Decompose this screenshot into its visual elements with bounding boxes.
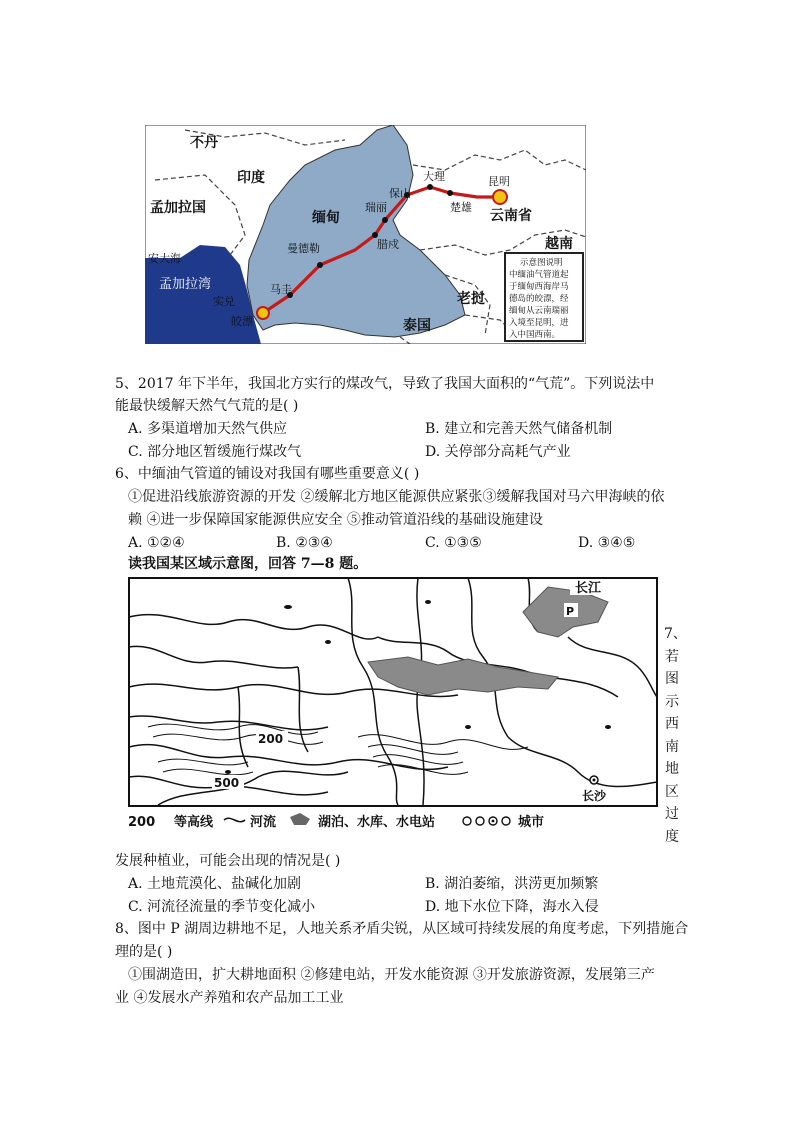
pipeline-map [145, 125, 586, 344]
label-ruili: 瑞丽 [365, 201, 387, 214]
label-kunming: 昆明 [488, 175, 510, 188]
legend-contour-number: 200 [128, 815, 156, 830]
map2-legend [128, 813, 544, 830]
label-laos: 老挝 [457, 291, 485, 307]
q5-stem-line1: 5、2017 年下半年，我国北方实行的煤改气，导致了我国大面积的“气荒”。下列说法中 [115, 376, 655, 392]
label-dali: 大理 [423, 170, 445, 183]
legend-line-3: 德岛的皎漂，经 [509, 294, 569, 304]
q6-option-a: A. ①②④ [128, 535, 185, 551]
legend-line-5: 入境至昆明，进 [509, 318, 569, 328]
q6-option-c: C. ①③⑤ [425, 535, 482, 551]
q5-option-a: A. 多渠道增加天然气供应 [128, 421, 288, 437]
q6-statements-line2: 赖 ④进一步保障国家能源供应安全 ⑤推动管道沿线的基础设施建设 [128, 512, 543, 528]
legend-city: 城市 [518, 815, 545, 830]
q8-stem-line2: 理的是( ) [115, 944, 173, 960]
legend-river: 河流 [250, 815, 277, 830]
label-sittwe: 实兑 [213, 295, 235, 308]
legend-line-6: 入中国西南。 [509, 330, 561, 340]
label-sea: 安大海 [148, 252, 181, 265]
legend-line-1: 中缅油气管道起 [509, 270, 569, 280]
legend-lake-shape [290, 813, 310, 825]
q5-option-d: D. 关停部分高耗气产业 [425, 444, 571, 460]
label-lashio: 腊戍 [377, 238, 399, 251]
label-yangtze: 长江 [575, 581, 602, 596]
label-india: 印度 [237, 170, 265, 186]
pipeline-map-svg [145, 125, 586, 344]
label-baoshan: 保山 [389, 187, 411, 200]
q5-option-b: B. 建立和完善天然气储备机制 [425, 421, 613, 437]
q8-stem-line1: 8、图中 P 湖周边耕地不足，人地关系矛盾尖锐，从区域可持续发展的角度考虑，下列措施合 [115, 921, 689, 937]
label-magway: 马圭 [270, 283, 292, 296]
legend-contour: 等高线 [174, 815, 214, 830]
q7-stem-line2: 发展种植业，可能会出现的情况是( ) [115, 853, 341, 869]
label-contour-500: 500 [214, 776, 240, 790]
label-bangladesh: 孟加拉国 [150, 200, 206, 216]
legend-title: 示意图说明 [520, 258, 563, 268]
q5-option-c: C. 部分地区暂缓施行煤改气 [128, 444, 302, 460]
kyaukpyu-marker [257, 307, 269, 319]
q7-option-a: A. 土地荒漠化、盐碱化加剧 [128, 876, 302, 892]
region-map-svg [128, 577, 658, 832]
map2-intro: 读我国某区域示意图，回答 7—8 题。 [128, 556, 368, 572]
q7-option-c: C. 河流径流量的季节变化减小 [128, 899, 316, 915]
legend-river-line [224, 818, 245, 821]
q8-statements-line2: 业 ④发展水产养殖和农产品加工工业 [115, 990, 344, 1006]
label-vietnam: 越南 [545, 236, 573, 252]
region-map [128, 577, 658, 832]
q7-option-d: D. 地下水位下降，海水入侵 [425, 899, 599, 915]
label-mandalay: 曼德勒 [287, 242, 320, 255]
q7-stem-vertical: 7、若图示西南地区过度 [664, 626, 687, 845]
label-thailand: 泰国 [403, 318, 431, 334]
label-myanmar: 缅甸 [312, 210, 340, 226]
q6-statements-line1: ①促进沿线旅游资源的开发 ②缓解北方地区能源供应紧张③缓解我国对马六甲海峡的依 [128, 489, 665, 505]
q6-option-b: B. ②③④ [276, 535, 333, 551]
legend-line-2: 于缅甸西海岸马 [509, 282, 569, 292]
label-contour-200: 200 [258, 732, 284, 746]
label-p: P [566, 605, 575, 618]
q6-stem-line1: 6、中缅油气管道的铺设对我国有哪些重要意义( ) [115, 466, 420, 482]
legend-lake: 湖泊、水库、水电站 [318, 815, 436, 830]
legend-line-4: 缅甸从云南瑞丽 [509, 306, 569, 316]
label-changsha: 长沙 [582, 789, 607, 803]
label-bay: 孟加拉湾 [159, 277, 212, 292]
label-chuxiong: 楚雄 [450, 201, 472, 214]
label-kyaukpyu: 皎漂 [231, 315, 253, 328]
q7-option-b: B. 湖泊萎缩，洪涝更加频繁 [425, 876, 599, 892]
q8-statements-line1: ①围湖造田，扩大耕地面积 ②修建电站，开发水能资源 ③开发旅游资源，发展第三产 [128, 967, 655, 983]
q6-option-d: D. ③④⑤ [578, 535, 636, 551]
label-yunnan: 云南省 [490, 208, 532, 224]
q5-stem-line2: 能最快缓解天然气气荒的是( ) [115, 398, 299, 414]
label-bhutan: 不丹 [190, 135, 218, 151]
kunming-marker [493, 190, 507, 204]
